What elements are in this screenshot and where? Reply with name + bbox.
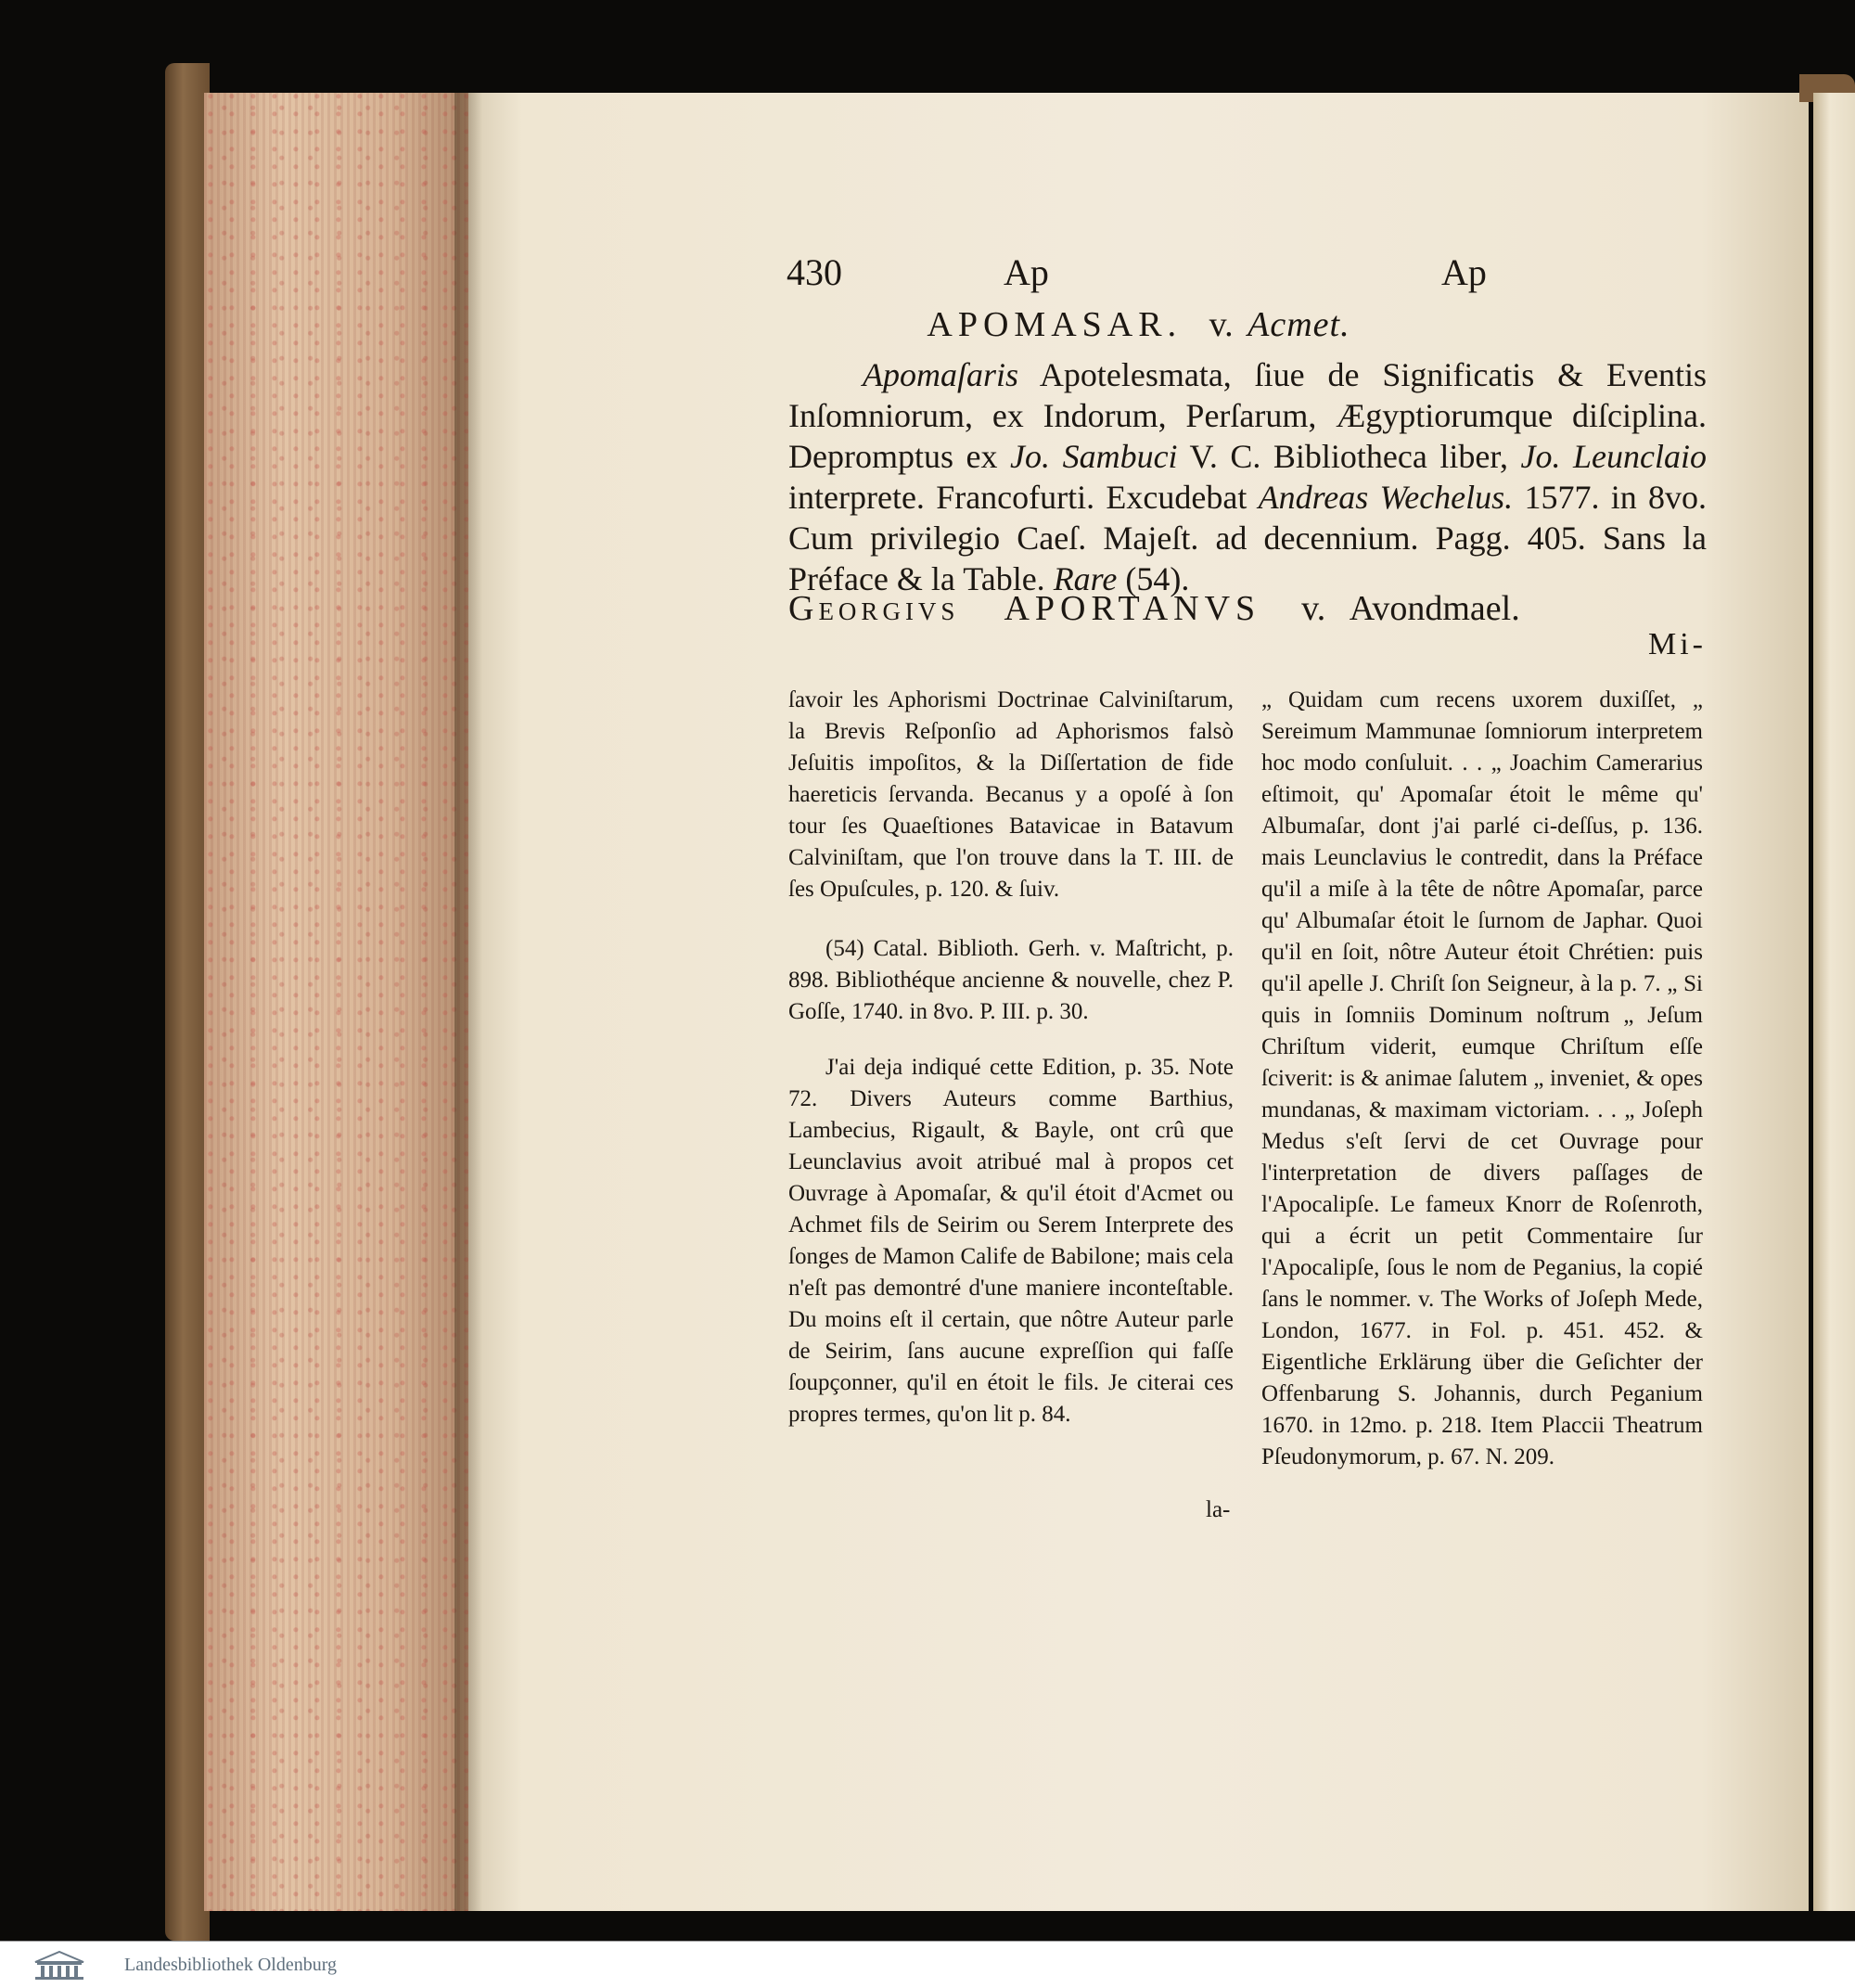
section-ref: v. bbox=[1301, 589, 1326, 628]
entry-title bbox=[468, 304, 1809, 345]
catchword-bottom: la- bbox=[1206, 1497, 1231, 1522]
right-column bbox=[1261, 685, 1703, 1497]
entry-name-2: Jo. Leunclaio bbox=[1520, 438, 1707, 475]
left-column bbox=[788, 685, 1234, 1455]
entry-name-3: Andreas Wechelus. bbox=[1258, 479, 1514, 516]
entry-lead: Apomaſaris bbox=[863, 356, 1019, 393]
title-ref-name: Acmet. bbox=[1247, 305, 1350, 344]
section-first-name: Georgivs bbox=[788, 589, 960, 628]
footer-label: Landesbibliothek Oldenburg bbox=[124, 1955, 338, 1975]
facing-page bbox=[1813, 93, 1855, 1911]
title-ref: v. bbox=[1209, 305, 1234, 344]
book-cover-left bbox=[165, 63, 210, 1941]
entry-name-1: Jo. Sambuci bbox=[1010, 438, 1178, 475]
section-ref-name: Avondmael. bbox=[1349, 589, 1520, 628]
section-main: APORTANVS bbox=[1004, 589, 1261, 628]
left-paragraph-3: J'ai deja indiqué cette Edition, p. 35. Note 72. Divers Auteurs comme Barthius, Lambecius, Rigault, & Bayle, ont crû que Leunclavius avoit atribué mal à propos cet Ouvrage à Apomaſar, & qu'il étoit d'Acmet ou Achmet fils de Seirim ou Serem Interprete des ſonges de Mamon Calife de Babilone; mais cela n'eſt pas demontré d'une maniere inconteſtable. Du moins eſt il certain, que nôtre Auteur parle de Seirim, ſans aucune expreſſion qui faſſe ſoupçonner, qu'il en étoit le fils. Je citerai ces propres termes, qu'on lit p. 84. bbox=[788, 1055, 1234, 1427]
left-paragraph-1: ſavoir les Aphorismi Doctrinae Calviniſtarum, la Brevis Reſponſio ad Aphorismos falsò Jeſuitis impoſitos, & la Diſſertation de fide haereticis ſervanda. Becanus y a opoſé à ſon tour ſes Quaeſtiones Batavicae in Batavum Calviniſtam, que l'on trouve dans la T. III. de ſes Opuſcules, p. 120. & ſuiv. bbox=[788, 687, 1234, 902]
footer-bar bbox=[0, 1941, 1855, 1988]
title-main: APOMASAR. bbox=[927, 305, 1183, 344]
entry-text-3: interprete. Francofurti. Excudebat bbox=[788, 479, 1259, 516]
footnote-54: (54) Catal. Biblioth. Gerh. v. Maſtricht, p. 898. Bibliothéque ancienne & nouvelle, chez P. Goſſe, 1740. in 8vo. P. III. p. 30. bbox=[788, 936, 1234, 1024]
page-edges bbox=[204, 93, 473, 1911]
entry-note-ref: (54). bbox=[1117, 560, 1190, 597]
running-head-left: Ap bbox=[1004, 251, 1049, 293]
entry-text-4: 1577. in 8vo. Cum privilegio Caeſ. Majeſt. ad decennium. Pagg. 405. Sans la Préface & la Table. bbox=[788, 479, 1707, 597]
entry-paragraph bbox=[788, 354, 1707, 599]
section-heading bbox=[788, 588, 1707, 629]
entry-text-2: V. C. Bibliotheca liber, bbox=[1177, 438, 1521, 475]
gutter-shadow bbox=[454, 93, 482, 1911]
running-head-right: Ap bbox=[1441, 251, 1487, 293]
catchword-top: Mi- bbox=[1648, 627, 1707, 661]
library-logo-icon bbox=[32, 1949, 87, 1981]
entry-rare: Rare bbox=[1053, 560, 1118, 597]
entry-text-1: Apotelesmata, ſiue de Significatis & Eventis Inſomniorum, ex Indorum, Perſarum, Ægyptiorumque diſciplina. Depromptus ex bbox=[788, 356, 1707, 475]
right-paragraph-1: „ Quidam cum recens uxorem duxiſſet, „ Sereimum Mammunae ſomniorum interpretem hoc modo conſuluit. . . „ Joachim Camerarius eſtimoit, qu' Apomaſar étoit le même qu' Albumaſar, dont j'ai parlé ci-deſſus, p. 136. mais Leunclavius le contredit, dans la Préface qu'il a miſe à la tête de nôtre Apomaſar, parce qu' Albumaſar étoit le ſurnom de Japhar. Quoi qu'il en ſoit, nôtre Auteur étoit Chrétien: puis qu'il apelle J. Chriſt ſon Seigneur, à la p. 7. „ Si quis in ſomniis Dominum noſtrum „ Jeſum Chriſtum viderit, eumque Chriſtum eſſe ſciverit: is & animae ſalutem „ inveniet, & opes mundanas, & maximam victoriam. . . „ Joſeph Medus s'eſt ſervi de cet Ouvrage pour l'interpretation de divers paſſages de l'Apocalipſe. Le fameux Knorr de Roſenroth, qui a écrit un petit Commentaire ſur l'Apocalipſe, ſous le nom de Peganius, la copié ſans le nommer. v. The Works of Joſeph Mede, London, 1677. in Fol. p. 451. 452. & Eigentliche Erklärung über die Geſichter der Offenbarung S. Johannis, durch Peganium 1670. in 12mo. p. 218. Item Placcii Theatrum Pſeudonymorum, p. 67. N. 209. bbox=[1261, 687, 1703, 1469]
page-number: 430 bbox=[787, 251, 842, 293]
